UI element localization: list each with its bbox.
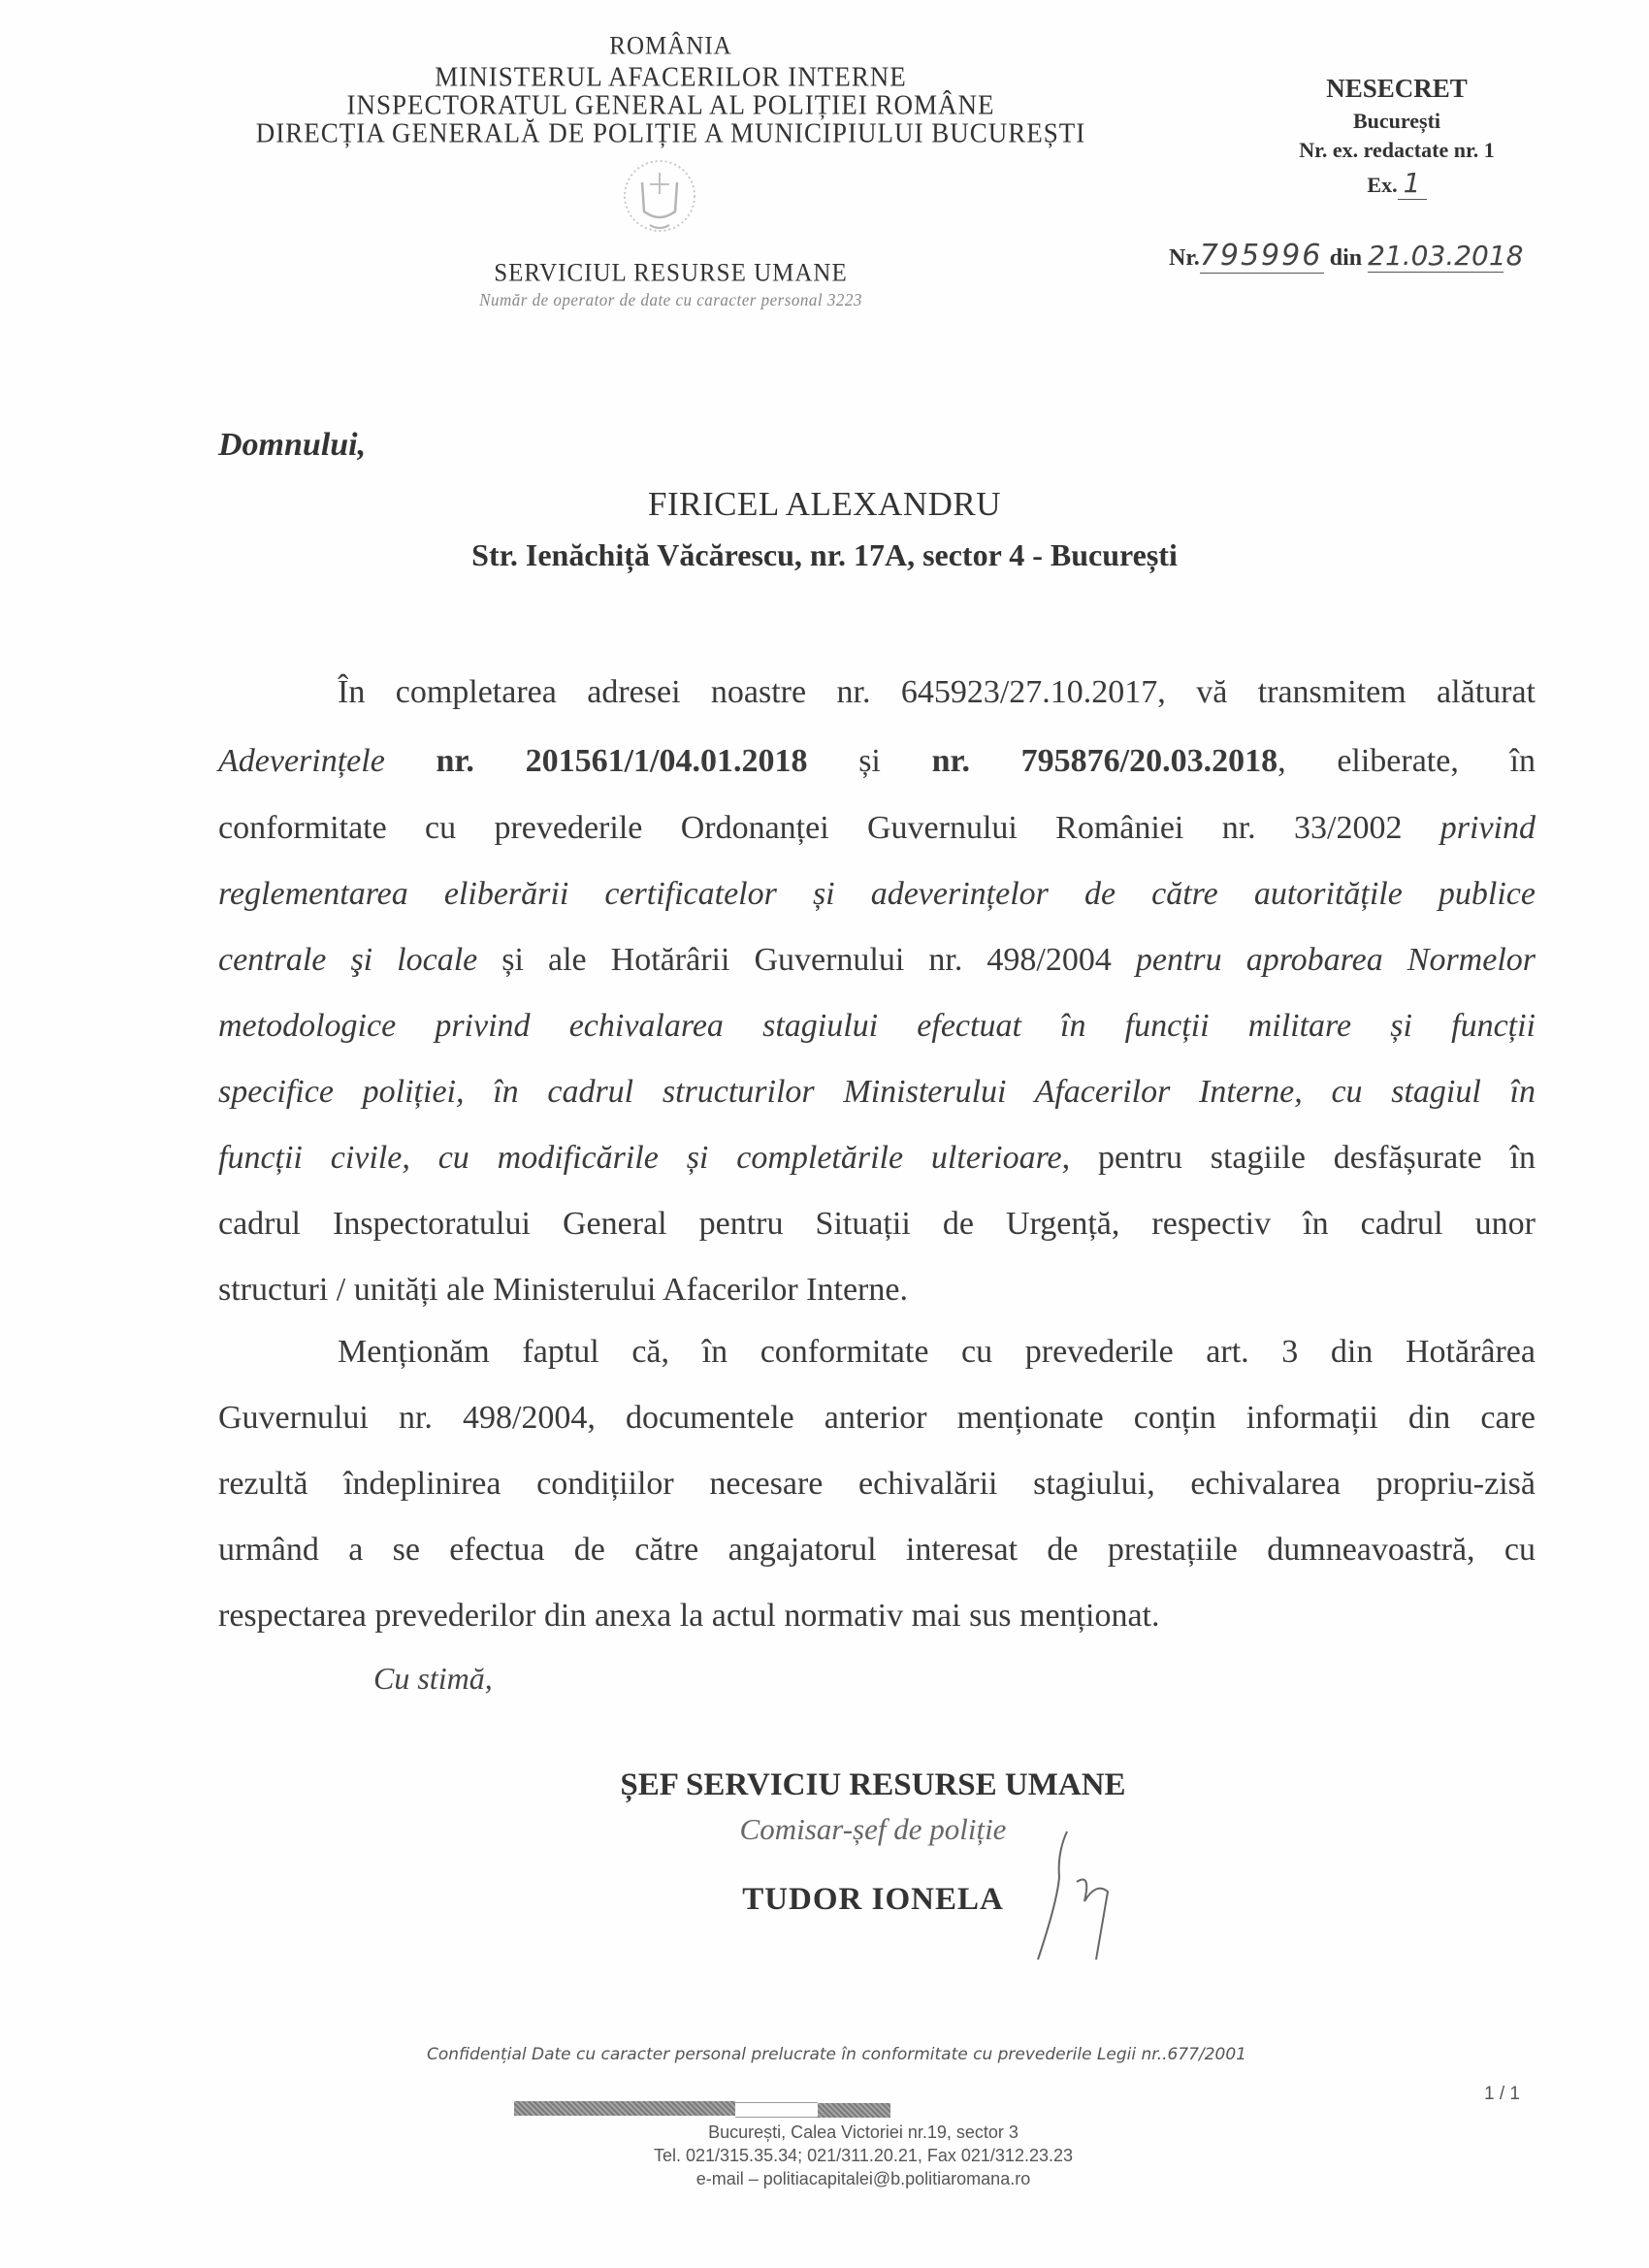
text-run: structuri / unități ale Ministerului Afacerilor Interne. bbox=[218, 1272, 908, 1308]
body-line bbox=[218, 1137, 1536, 1180]
header-country: ROMÂNIA bbox=[609, 32, 732, 60]
copy-label: Ex. bbox=[1367, 173, 1398, 197]
signatory-title: ȘEF SERVICIU RESURSE UMANE bbox=[620, 1767, 1126, 1802]
header-directorate: DIRECȚIA GENERALĂ DE POLIȚIE A MUNICIPIULUI BUCUREȘTI bbox=[255, 117, 1086, 148]
signatory-rank: Comisar-șef de poliție bbox=[739, 1812, 1007, 1846]
body-line bbox=[218, 1071, 1536, 1114]
date-label: din bbox=[1329, 245, 1363, 271]
text-run: cadrul Inspectoratului General pentru Situații de Urgență, respectiv în cadrul unor bbox=[218, 1206, 1536, 1242]
text-run: metodologice privind echivalarea stagiului efectuat în funcții militare și funcții bbox=[218, 1008, 1536, 1044]
recipient-address: Str. Ienăchiță Văcărescu, nr. 17A, sector 4 - București bbox=[471, 537, 1178, 572]
text-run: pentru aprobarea Normelor bbox=[1135, 942, 1536, 978]
header-inspectorate: INSPECTORATUL GENERAL AL POLIȚIEI ROMÂNE bbox=[346, 89, 995, 120]
body-line: Guvernului nr. 498/2004, documentele anterior menționate conțin informații din care bbox=[218, 1400, 1536, 1436]
footer-bar-left bbox=[514, 2101, 735, 2116]
body-line bbox=[218, 873, 1536, 916]
text-run: și bbox=[807, 743, 932, 779]
text-run: reglementarea eliberării certificatelor și adeverințelor de către autoritățile publice bbox=[218, 876, 1536, 912]
header-ministry: MINISTERUL AFACERILOR INTERNE bbox=[435, 61, 907, 92]
classification-status: NESECRET bbox=[1326, 74, 1468, 103]
text-run: centrale şi locale bbox=[218, 942, 478, 978]
body-line: Menționăm faptul că, în conformitate cu prevederile art. 3 din Hotărârea bbox=[338, 1334, 1536, 1370]
text-run: Adeverințele bbox=[218, 743, 385, 779]
page-number: 1 / 1 bbox=[1484, 2084, 1520, 2104]
footer-bar-right bbox=[818, 2103, 890, 2118]
text-run: În completarea adresei noastre nr. 645923/27.10.2017, vă transmitem alăturat bbox=[338, 674, 1536, 710]
body-line bbox=[218, 807, 1536, 850]
body-line: urmând a se efectua de către angajatorul interesat de prestațiile dumneavoastră, cu bbox=[218, 1532, 1536, 1568]
coat-of-arms-seal-icon bbox=[621, 155, 698, 238]
footer-phones: Tel. 021/315.35.34; 021/311.20.21, Fax 021/312.23.23 bbox=[653, 2146, 1074, 2165]
recipient-name: FIRICEL ALEXANDRU bbox=[647, 485, 1001, 523]
body-line bbox=[218, 1005, 1536, 1048]
signatory-name: TUDOR IONELA bbox=[742, 1882, 1004, 1917]
body-line bbox=[218, 1269, 1536, 1312]
footer-email: e-mail – politiacapitalei@b.politiaromana.ro bbox=[695, 2169, 1031, 2188]
salutation: Domnului, bbox=[218, 427, 367, 463]
text-run: și ale Hotărârii Guvernului nr. 498/2004 bbox=[477, 942, 1136, 978]
text-run: nr. 201561/1/04.01.2018 bbox=[384, 743, 808, 779]
text-run: funcții civile, cu modificările și completările ulterioare bbox=[218, 1140, 1062, 1176]
classification-city: București bbox=[1352, 109, 1441, 133]
body-line bbox=[218, 1203, 1536, 1246]
body-line bbox=[338, 671, 1536, 714]
registration-line bbox=[1169, 239, 1576, 274]
text-run: specifice poliției, în cadrul structurilor Ministerului Afacerilor Interne, cu stagiul în bbox=[218, 1074, 1536, 1110]
service-name: SERVICIUL RESURSE UMANE bbox=[494, 259, 848, 287]
closing: Cu stimă, bbox=[373, 1661, 493, 1696]
text-run: , eliberate, în bbox=[1277, 743, 1536, 779]
body-line: rezultă îndeplinirea condițiilor necesare echivalării stagiului, echivalarea propriu-zisă bbox=[218, 1466, 1536, 1502]
operator-note: Număr de operator de date cu caracter personal 3223 bbox=[479, 290, 862, 310]
reg-date: 21.03.2018 bbox=[1368, 240, 1524, 272]
body-line: respectarea prevederilor din anexa la actul normativ mai sus menționat. bbox=[218, 1598, 1160, 1634]
text-run: privind bbox=[1439, 810, 1536, 846]
copies-count: Nr. ex. redactate nr. 1 bbox=[1299, 138, 1495, 162]
copy-value: 1 bbox=[1398, 167, 1427, 200]
reg-label: Nr. bbox=[1169, 245, 1200, 271]
text-run: conformitate cu prevederile Ordonanței Guvernului României nr. 33/2002 bbox=[218, 810, 1440, 846]
handwritten-signature-icon bbox=[999, 1824, 1125, 1969]
text-run: , pentru stagiile desfășurate în bbox=[1061, 1140, 1536, 1176]
body-line bbox=[218, 740, 1536, 783]
text-run: nr. 795876/20.03.2018 bbox=[931, 743, 1278, 779]
footer-bar-middle bbox=[735, 2102, 818, 2118]
confidential-note: Confidențial Date cu caracter personal prelucrate în conformitate cu prevederile Legii nr..677/2001 bbox=[427, 2045, 1246, 2064]
footer-address: București, Calea Victoriei nr.19, sector 3 bbox=[708, 2122, 1018, 2142]
copy-number bbox=[1212, 167, 1581, 200]
body-line bbox=[218, 939, 1536, 982]
reg-number: 795996 bbox=[1199, 239, 1323, 273]
